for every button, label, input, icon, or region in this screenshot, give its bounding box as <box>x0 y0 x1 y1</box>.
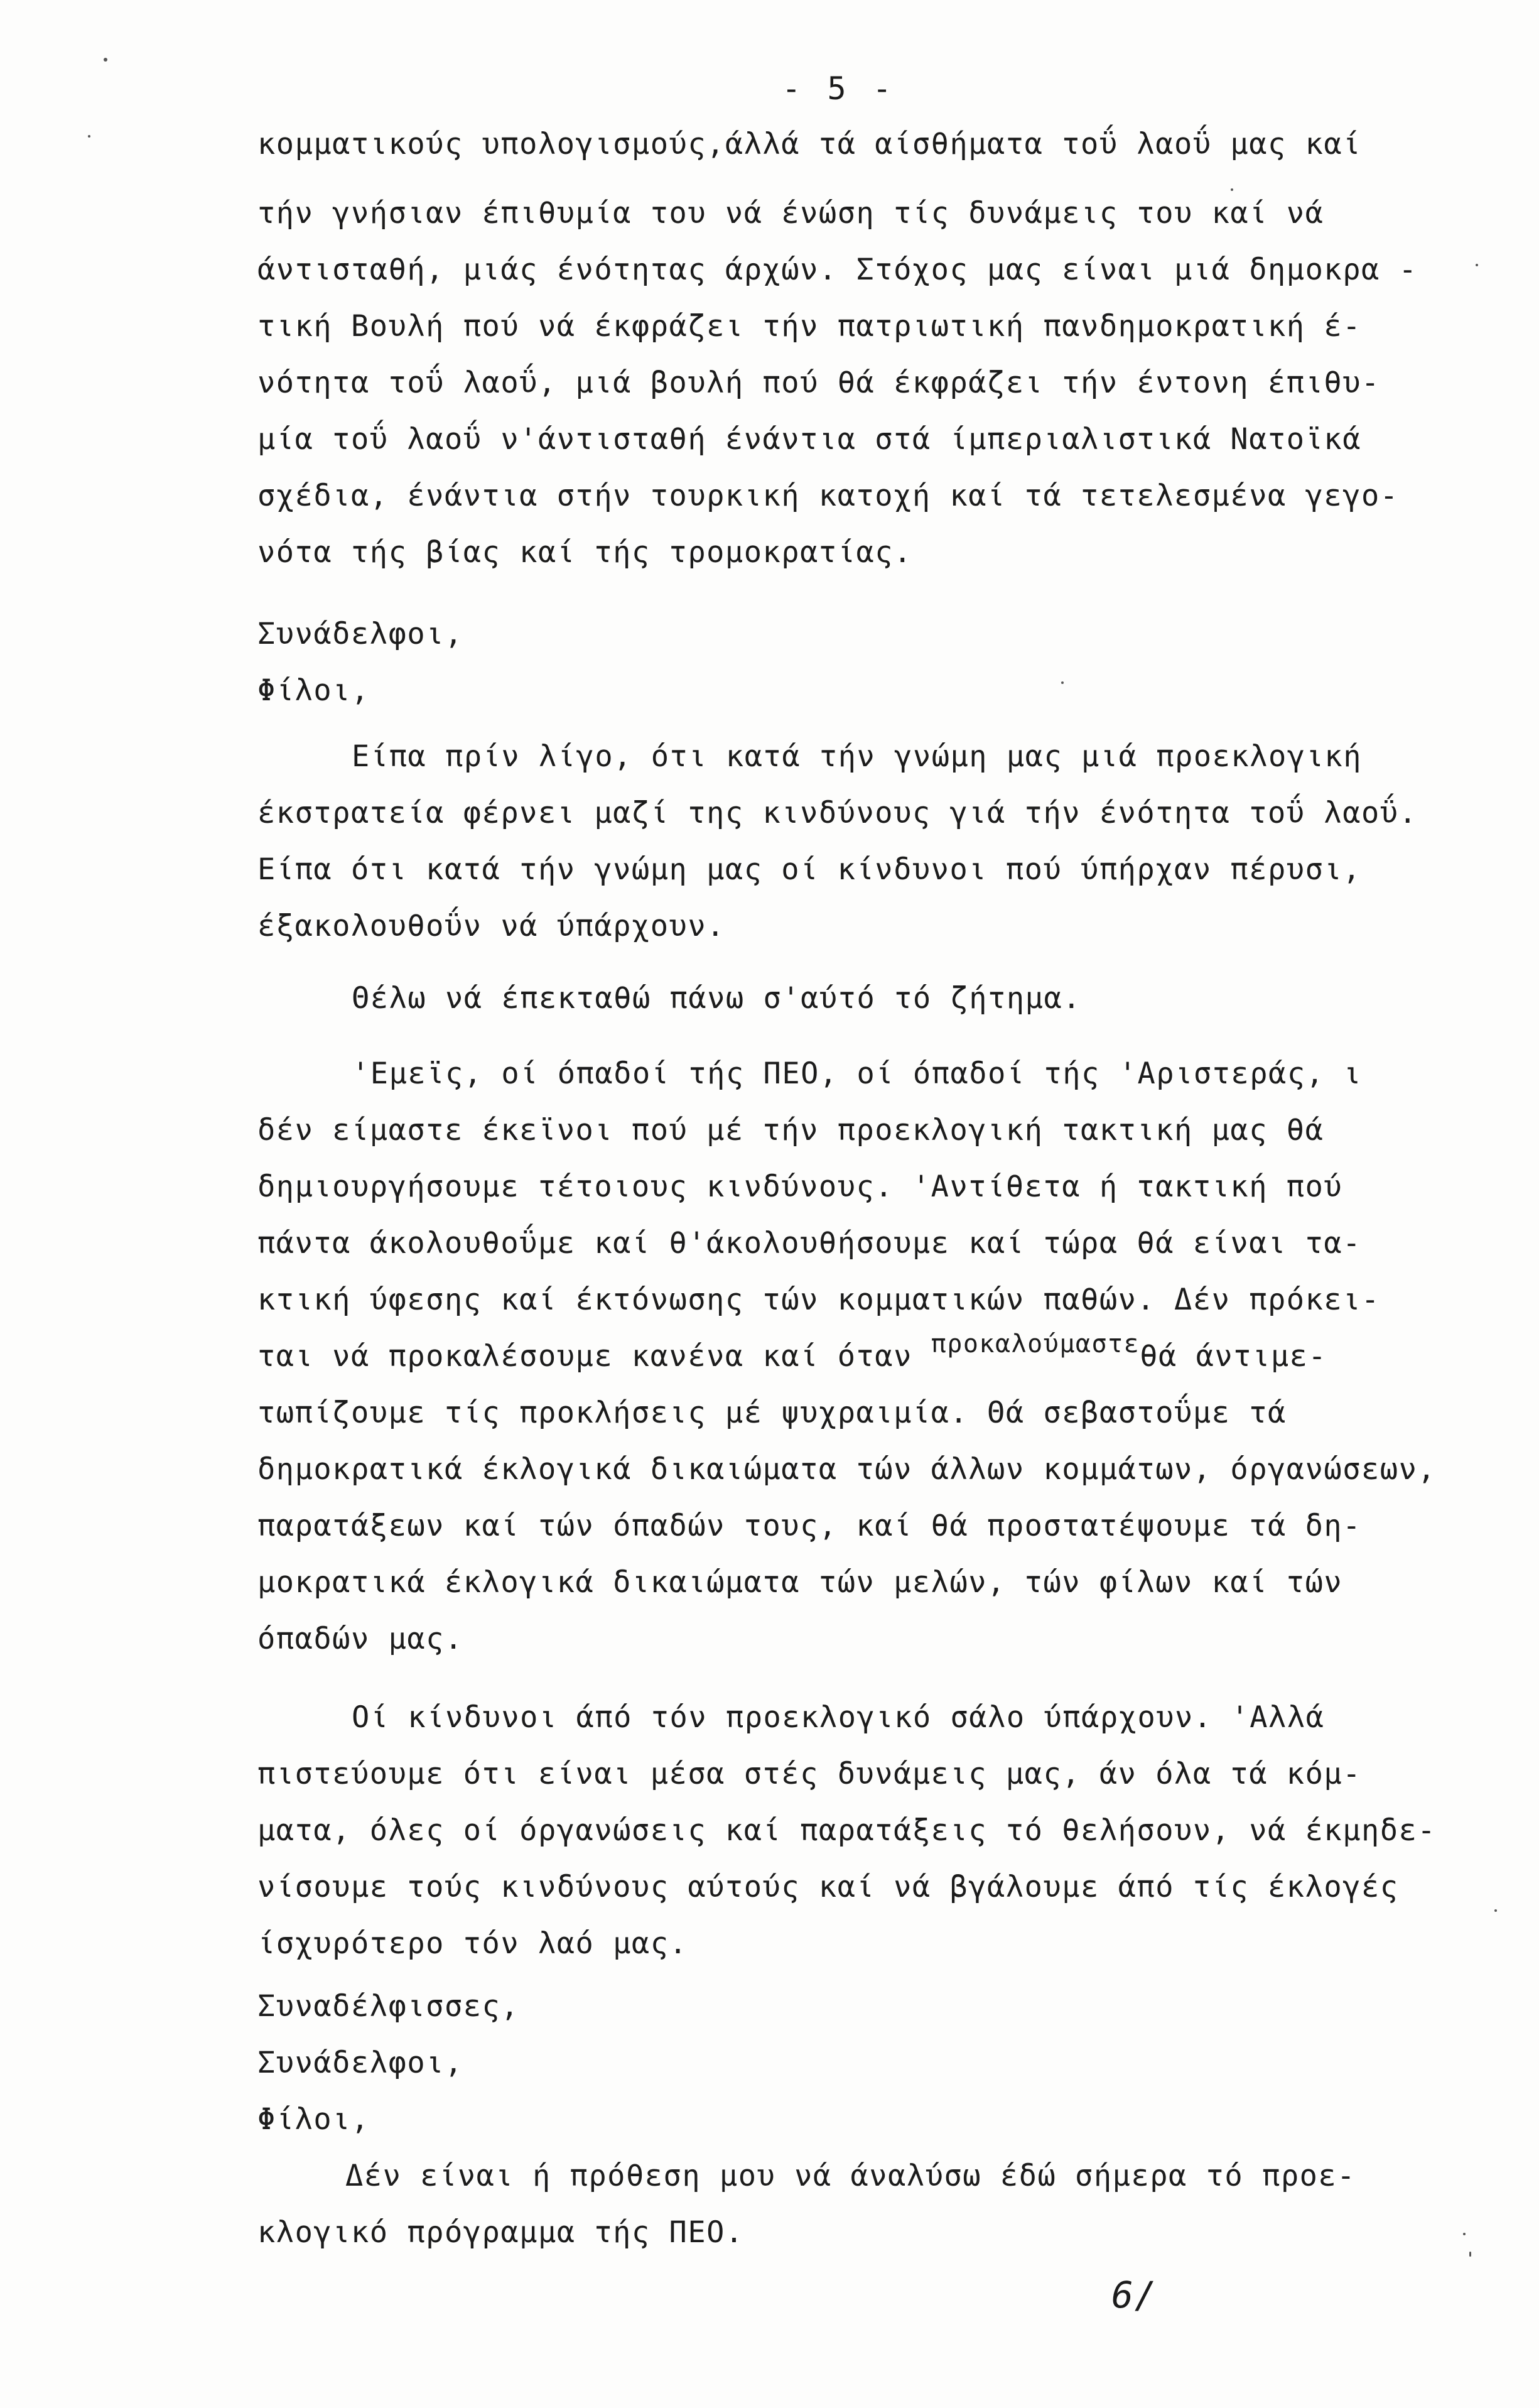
text-line: 'Εμεϊς, οί όπαδοί τής ΠΕΟ, οί όπαδοί τής 'Αριστεράς, ι <box>352 1056 1363 1091</box>
text-line: τήν γνήσιαν έπιθυμία του νά ένώση τίς δυνάμεις του καί νά <box>257 196 1324 230</box>
scan-speck <box>104 58 107 62</box>
text-line: δημοκρατικά έκλογικά δικαιώματα τών άλλων κομμάτων, όργανώσεων, <box>257 1452 1437 1487</box>
scan-speck <box>1469 2252 1471 2257</box>
paragraph-dangers <box>257 1689 1469 1972</box>
text-line: δέν είμαστε έκεϊνοι πού μέ τήν προεκλογική τακτική μας θά <box>257 1113 1324 1147</box>
page-number: - 5 - <box>782 70 895 107</box>
text-line: νότητα τοΰ λαοΰ, μιά βουλή πού θά έκφράζει τήν έντονη έπιθυ- <box>257 366 1380 400</box>
paragraph-dangers-intro <box>257 729 1469 955</box>
text-line: Θέλω νά έπεκταθώ πάνω σ'αύτό τό ζήτημα. <box>352 981 1082 1016</box>
paragraph-program <box>257 2148 1469 2261</box>
text-line: Δέν είναι ή πρόθεση μου νά άναλύσω έδώ σήμερα τό προε- <box>345 2159 1356 2193</box>
text-line: όπαδών μας. <box>257 1622 463 1656</box>
text-fragment: ται νά προκαλέσουμε κανένα καί όταν <box>257 1339 931 1374</box>
text-line: Είπα πρίν λίγο, ότι κατά τήν γνώμη μας μιά προεκλογική <box>352 739 1363 774</box>
scan-speck <box>1476 264 1478 266</box>
next-page-reference: 6/ <box>1111 2274 1158 2316</box>
text-line: πιστεύουμε ότι είναι μέσα στές δυνάμεις μας, άν όλα τά κόμ- <box>257 1757 1361 1791</box>
text-line <box>257 1328 1469 1385</box>
text-line: ματα, όλες οί όργανώσεις καί παρατάξεις τό θελήσουν, νά έκμηδε- <box>257 1813 1437 1848</box>
text-line: Οί κίνδυνοι άπό τόν προεκλογικό σάλο ύπάρχουν. 'Αλλά <box>352 1700 1325 1735</box>
scan-speck <box>1463 2233 1466 2235</box>
text-line: σχέδια, ένάντια στήν τουρκική κατοχή καί τά τετελεσμένα γεγο- <box>257 479 1399 513</box>
text-line: άντισταθή, μιάς ένότητας άρχών. Στόχος μας είναι μιά δημοκρα - <box>257 252 1418 287</box>
text-line: πάντα άκολουθοΰμε καί θ'άκολουθήσουμε καί τώρα θά είναι τα- <box>257 1226 1361 1261</box>
text-line: κτική ύφεσης καί έκτόνωσης τών κομματικών παθών. Δέν πρόκει- <box>257 1283 1380 1317</box>
text-fragment: θά άντιμε- <box>1140 1339 1327 1374</box>
scan-speck <box>88 135 90 138</box>
text-line: κομματικούς υπολογισμούς,άλλά τά αίσθήματα τοΰ λαοΰ μας καί <box>257 127 1361 161</box>
salutation-colleagues: Συνάδελφοι, <box>257 2046 463 2080</box>
scan-speck <box>1231 188 1233 191</box>
text-line: τωπίζουμε τίς προκλήσεις μέ ψυχραιμία. Θά σεβαστοΰμε τά <box>257 1396 1287 1430</box>
scan-speck <box>1061 681 1064 684</box>
text-line: έξακολουθοΰν νά ύπάρχουν. <box>257 909 725 943</box>
salutation-block-2 <box>257 1978 1469 2148</box>
text-line: τική Βουλή πού νά έκφράζει τήν πατριωτική πανδημοκρατική έ- <box>257 309 1361 344</box>
text-line: μία τοΰ λαοΰ ν'άντισταθή ένάντια στά ίμπεριαλιστικά Νατοϊκά <box>257 422 1361 457</box>
text-line: παρατάξεων καί τών όπαδών τους, καί θά προστατέψουμε τά δη- <box>257 1509 1361 1543</box>
salutation-colleagues: Συνάδελφοι, <box>257 617 463 651</box>
salutation-block <box>257 606 1469 719</box>
paragraph-expand <box>257 970 1469 1027</box>
text-line: ίσχυρότερο τόν λαό μας. <box>257 1926 688 1961</box>
paragraph-continuation <box>257 116 1469 581</box>
paragraph-tactics <box>257 1046 1469 1668</box>
text-line: μοκρατικά έκλογικά δικαιώματα τών μελών, τών φίλων καί τών <box>257 1565 1343 1600</box>
text-line: νότα τής βίας καί τής τρομοκρατίας. <box>257 535 912 570</box>
text-insertion: προκαλούμαστε <box>931 1330 1140 1359</box>
text-line: κλογικό πρόγραμμα τής ΠΕΟ. <box>257 2215 744 2250</box>
text-line: Είπα ότι κατά τήν γνώμη μας οί κίνδυνοι πού ύπήρχαν πέρυσι, <box>257 852 1361 887</box>
text-line: δημιουργήσουμε τέτοιους κινδύνους. 'Αντίθετα ή τακτική πού <box>257 1169 1343 1204</box>
text-line: νίσουμε τούς κινδύνους αύτούς καί νά βγάλουμε άπό τίς έκλογές <box>257 1870 1399 1904</box>
salutation-friends: Φίλοι, <box>257 2102 370 2137</box>
salutation-friends: Φίλοι, <box>257 673 370 708</box>
scan-speck <box>1494 1909 1497 1912</box>
salutation-sisters: Συναδέλφισσες, <box>257 1989 520 2024</box>
text-line: έκστρατεία φέρνει μαζί της κινδύνους γιά τήν ένότητα τοΰ λαοΰ. <box>257 796 1418 830</box>
